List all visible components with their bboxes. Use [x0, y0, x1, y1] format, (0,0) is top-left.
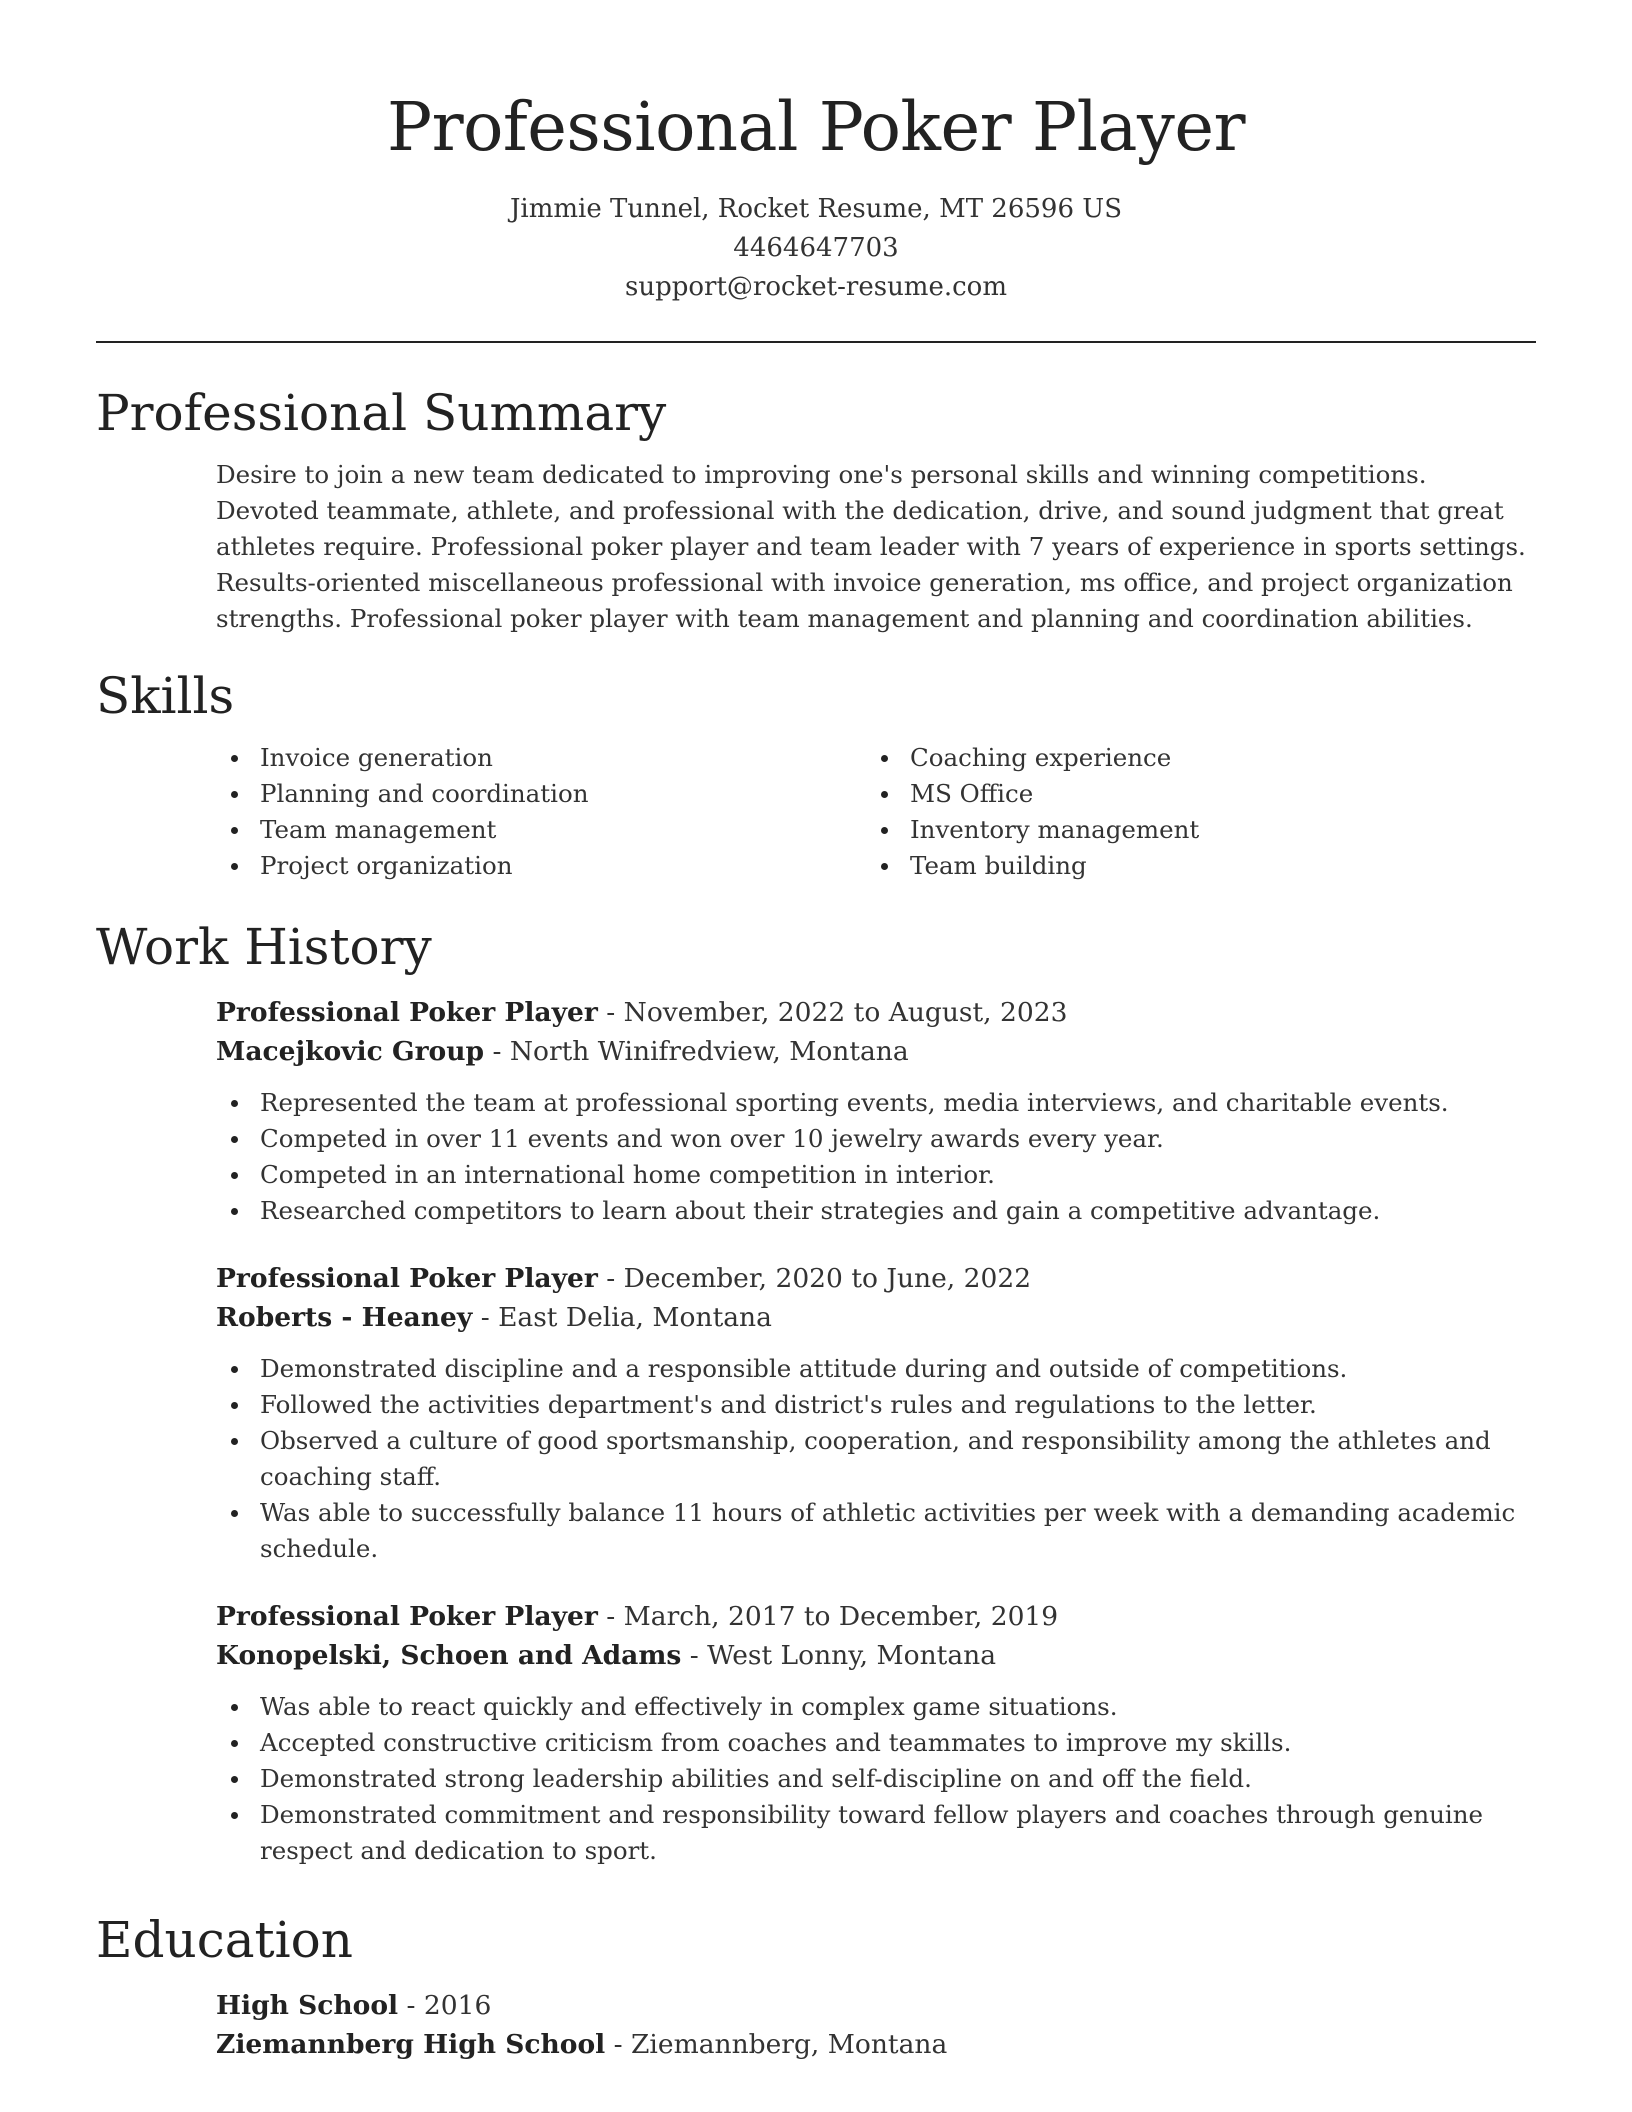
job-title-line	[216, 993, 1536, 1032]
job-location: - North Winifredview, Montana	[484, 1036, 909, 1067]
skill-item: Coaching experience	[866, 740, 1516, 776]
job-dates: - November, 2022 to August, 2023	[597, 997, 1068, 1028]
header-divider	[96, 341, 1536, 343]
job-bullet: Demonstrated commitment and responsibility toward fellow players and coaches through genuine respect and dedication to sport.	[216, 1797, 1536, 1869]
job-company: Macejkovic Group	[216, 1036, 485, 1067]
summary-section	[96, 383, 1536, 637]
job-bullet: Competed in over 11 events and won over 10 jewelry awards every year.	[216, 1121, 1536, 1157]
education-heading: Education	[96, 1911, 353, 1969]
education-location: - Ziemannberg, Montana	[605, 2029, 948, 2060]
job-title: Professional Poker Player	[216, 1263, 598, 1294]
job-company-line	[216, 1032, 1536, 1071]
skills-column-right	[866, 740, 1516, 884]
job-company-line	[216, 1636, 1536, 1675]
job-bullets	[216, 1085, 1536, 1229]
job-company-line	[216, 1298, 1536, 1337]
job-bullet: Demonstrated discipline and a responsible attitude during and outside of competitions.	[216, 1351, 1536, 1387]
education-school: Ziemannberg High School	[216, 2029, 606, 2060]
job-dates: - March, 2017 to December, 2019	[597, 1601, 1059, 1632]
job-bullets	[216, 1351, 1536, 1567]
job-entry	[216, 1259, 1536, 1567]
education-school-line	[216, 2025, 1536, 2064]
job-title-line	[216, 1597, 1536, 1636]
contact-info	[96, 190, 1536, 307]
job-entry	[216, 1597, 1536, 1869]
job-bullet: Researched competitors to learn about their strategies and gain a competitive advantage.	[216, 1193, 1536, 1229]
education-degree-line	[216, 1986, 1536, 2025]
resume-title: Professional Poker Player	[386, 88, 1245, 166]
job-location: - West Lonny, Montana	[681, 1640, 996, 1671]
job-entry	[216, 993, 1536, 1229]
skills-column-left	[216, 740, 866, 884]
education-year: - 2016	[398, 1990, 492, 2021]
skill-item: Team management	[216, 812, 866, 848]
summary-heading: Professional Summary	[96, 384, 667, 442]
skill-item: Planning and coordination	[216, 776, 866, 812]
job-bullet: Represented the team at professional sporting events, media interviews, and charitable events.	[216, 1085, 1536, 1121]
education-degree: High School	[216, 1990, 399, 2021]
job-title: Professional Poker Player	[216, 997, 598, 1028]
job-bullet: Followed the activities department's and district's rules and regulations to the letter.	[216, 1387, 1536, 1423]
job-bullet: Demonstrated strong leadership abilities and self-discipline on and off the field.	[216, 1761, 1536, 1797]
work-history-section	[96, 917, 1536, 1899]
contact-address: Jimmie Tunnel, Rocket Resume, MT 26596 US	[509, 194, 1122, 224]
job-bullet: Competed in an international home competition in interior.	[216, 1157, 1536, 1193]
job-company: Konopelski, Schoen and Adams	[216, 1640, 682, 1671]
contact-email: support@rocket-resume.com	[624, 272, 1007, 302]
resume-header	[96, 82, 1536, 307]
skill-item: Invoice generation	[216, 740, 866, 776]
skill-item: Team building	[866, 848, 1516, 884]
summary-text: Desire to join a new team dedicated to improving one's personal skills and winning competitions. Devoted teammate, athlete, and professional with the dedication, drive, and sound judgment that great athletes require. Professional poker player and team leader with 7 years of experience in sports settings. Results-oriented miscellaneous professional with invoice generation, ms office, and project organization strengths. Professional poker player with team management and planning and coordination abilities.	[216, 460, 1526, 633]
job-bullet: Was able to react quickly and effectively in complex game situations.	[216, 1689, 1536, 1725]
skills-section	[96, 666, 1536, 884]
skills-list	[216, 740, 1536, 884]
contact-phone: 4464647703	[733, 233, 899, 263]
skill-item: MS Office	[866, 776, 1516, 812]
job-bullet: Was able to successfully balance 11 hours of athletic activities per week with a demanding academic schedule.	[216, 1495, 1536, 1567]
work-history-heading: Work History	[96, 918, 432, 976]
education-section	[96, 1910, 1536, 2064]
job-title: Professional Poker Player	[216, 1601, 598, 1632]
job-dates: - December, 2020 to June, 2022	[597, 1263, 1032, 1294]
job-location: - East Delia, Montana	[472, 1302, 772, 1333]
job-title-line	[216, 1259, 1536, 1298]
skill-item: Inventory management	[866, 812, 1516, 848]
skill-item: Project organization	[216, 848, 866, 884]
job-bullet: Accepted constructive criticism from coaches and teammates to improve my skills.	[216, 1725, 1536, 1761]
skills-heading: Skills	[96, 667, 235, 725]
job-bullets	[216, 1689, 1536, 1869]
job-bullet: Observed a culture of good sportsmanship, cooperation, and responsibility among the athletes and coaching staff.	[216, 1423, 1536, 1495]
job-company: Roberts - Heaney	[216, 1302, 473, 1333]
